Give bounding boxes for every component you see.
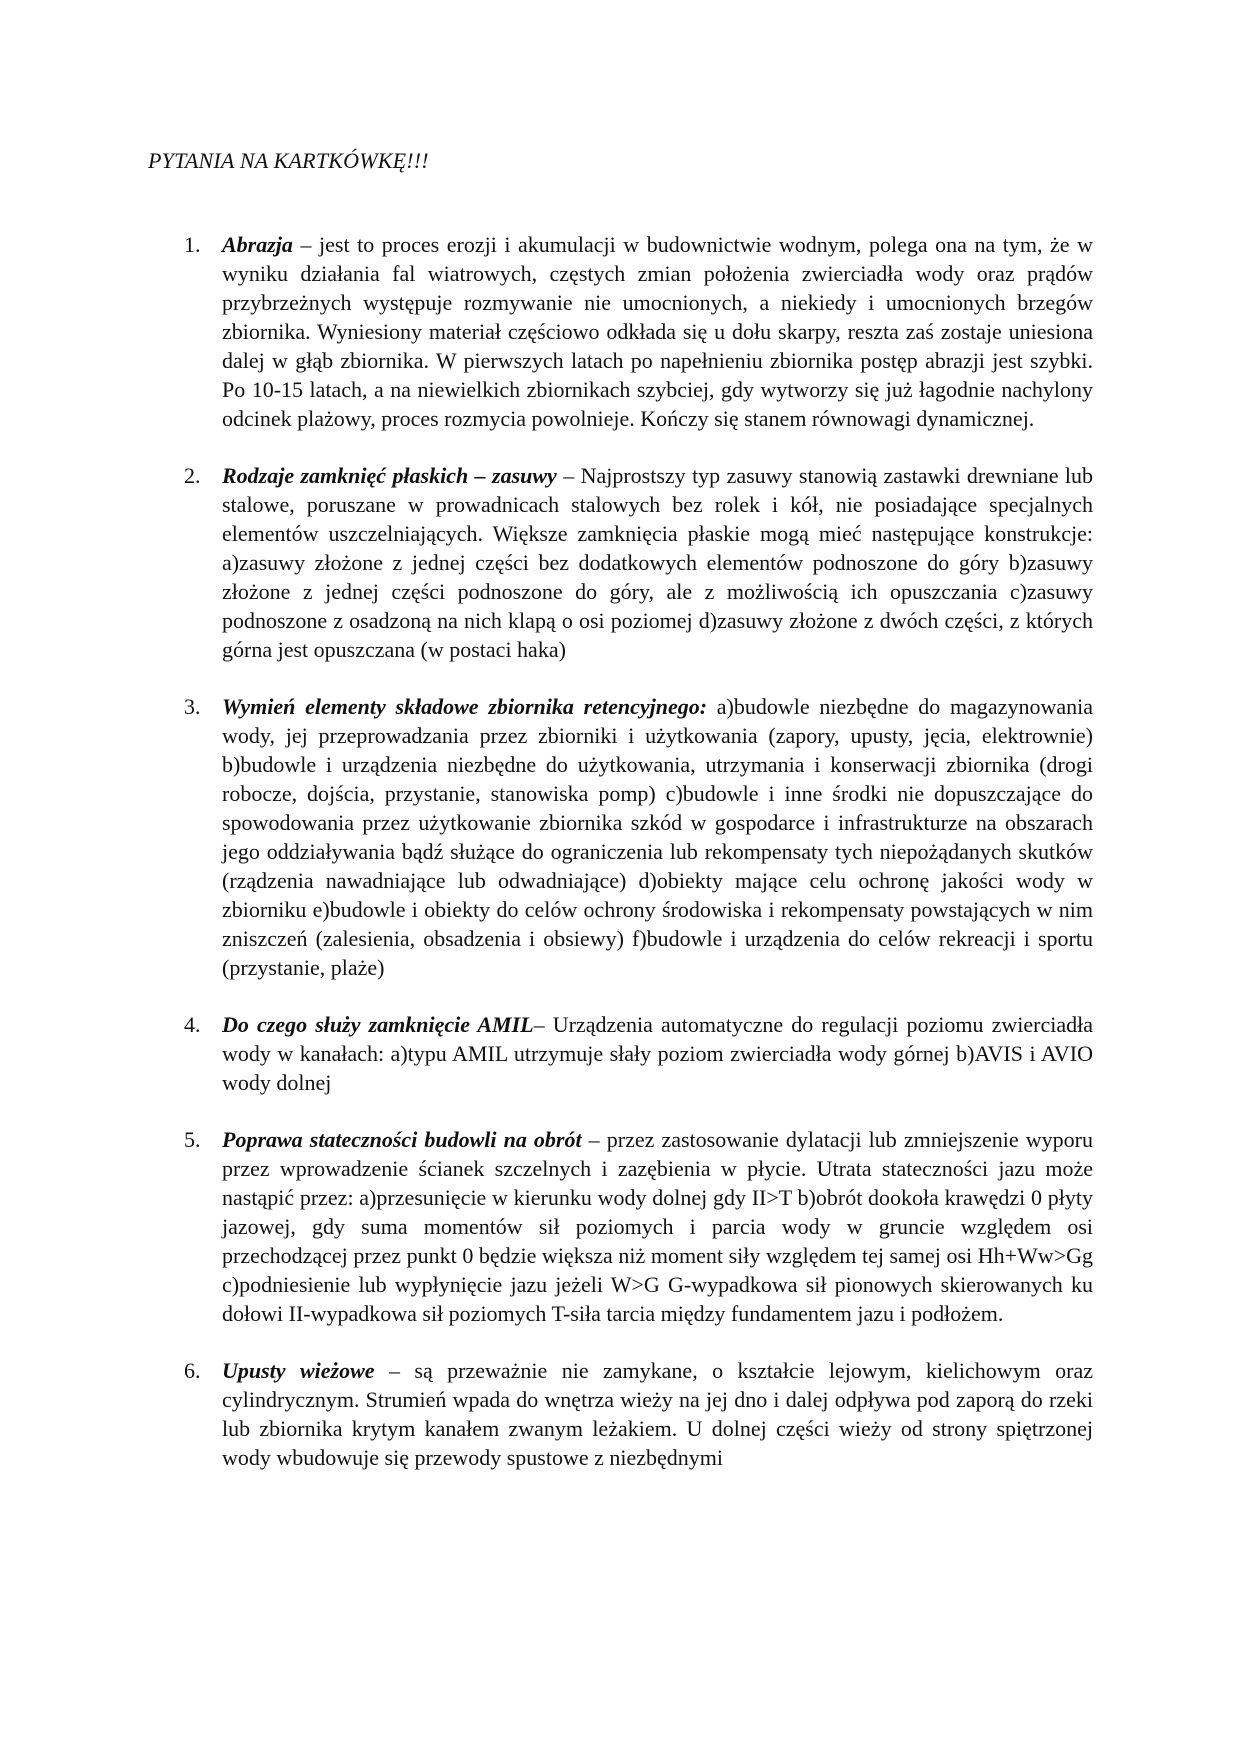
question-number: 3. [184, 694, 201, 719]
question-text [222, 1356, 1093, 1472]
page-title: PYTANIA NA KARTKÓWKĘ!!! [148, 148, 429, 173]
question-text [222, 692, 1093, 982]
question-term: Poprawa stateczności budowli na obrót [222, 1127, 582, 1152]
question-list [178, 230, 1093, 1500]
question-text [222, 1125, 1093, 1328]
question-term: Rodzaje zamknięć płaskich – zasuwy [222, 463, 557, 488]
question-body: – jest to proces erozji i akumulacji w budownictwie wodnym, polega ona na tym, że w wyniku działania fal wiatrowych, częstych zmian położenia zwierciadła wody oraz prądów przybrzeżnych występuje rozmywanie nie umocnionych, a niekiedy i umocnionych brzegów zbiornika. Wyniesiony materiał częściowo odkłada się u dołu skarpy, reszta zaś zostaje uniesiona dalej w głąb zbiornika. W pierwszych latach po napełnieniu zbiornika postęp abrazji jest szybki. Po 10-15 latach, a na niewielkich zbiornikach szybciej, gdy wytworzy się już łagodnie nachylony odcinek plażowy, proces rozmycia powolnieje. Kończy się stanem równowagi dynamicznej. [222, 232, 1093, 431]
question-term: Abrazja [222, 232, 293, 257]
question-text [222, 1010, 1093, 1097]
question-item [178, 230, 1093, 433]
question-text [222, 461, 1093, 664]
question-item [178, 1010, 1093, 1097]
question-body: – są przeważnie nie zamykane, o kształcie lejowym, kielichowym oraz cylindrycznym. Strumień wpada do wnętrza wieży na jej dno i dalej odpływa pod zaporą do rzeki lub zbiornika krytym kanałem zwanym leżakiem. U dolnej części wieży od strony spiętrzonej wody wbudowuje się przewody spustowe z niezbędnymi [222, 1358, 1093, 1470]
question-term: Wymień elementy składowe zbiornika retencyjnego: [222, 694, 708, 719]
question-item [178, 461, 1093, 664]
question-body: – przez zastosowanie dylatacji lub zmniejszenie wyporu przez wprowadzenie ścianek szczelnych i zazębienia w płycie. Utrata stateczności jazu może nastąpić przez: a)przesunięcie w kierunku wody dolnej gdy II>T b)obrót dookoła krawędzi 0 płyty jazowej, gdy suma momentów sił poziomych i parcia wody w gruncie względem osi przechodzącej przez punkt 0 będzie większa niż moment siły względem tej samej osi Hh+Ww>Gg c)podniesienie lub wypłynięcie jazu jeżeli W>G G-wypadkowa sił pionowych skierowanych ku dołowi II-wypadkowa sił poziomych T-siła tarcia między fundamentem jazu i podłożem. [222, 1127, 1093, 1326]
question-body: – Najprostszy typ zasuwy stanowią zastawki drewniane lub stalowe, poruszane w prowadnicach stalowych bez rolek i kół, nie posiadające specjalnych elementów uszczelniających. Większe zamknięcia płaskie mogą mieć następujące konstrukcje: a)zasuwy złożone z jednej części bez dodatkowych elementów podnoszone do góry b)zasuwy złożone z jednej części podnoszone do góry, ale z możliwością ich opuszczania c)zasuwy podnoszone z osadzoną na nich klapą o osi poziomej d)zasuwy złożone z dwóch części, z których górna jest opuszczana (w postaci haka) [222, 463, 1094, 662]
question-term: Upusty wieżowe [222, 1358, 375, 1383]
question-item [178, 692, 1093, 982]
question-item [178, 1125, 1093, 1328]
question-number: 1. [184, 232, 201, 257]
question-number: 5. [184, 1127, 201, 1152]
question-number: 6. [184, 1358, 201, 1383]
question-number: 2. [184, 463, 201, 488]
question-text [222, 230, 1093, 433]
question-term: Do czego służy zamknięcie AMIL [222, 1012, 534, 1037]
question-body: – Urządzenia automatyczne do regulacji poziomu zwierciadła wody w kanałach: a)typu AMIL utrzymuje słały poziom zwierciadła wody górnej b)AVIS i AVIO wody dolnej [222, 1012, 1094, 1095]
question-item [178, 1356, 1093, 1472]
question-body: a)budowle niezbędne do magazynowania wody, jej przeprowadzania przez zbiorniki i użytkowania (zapory, upusty, jęcia, elektrownie) b)budowle i urządzenia niezbędne do użytkowania, utrzymania i konserwacji zbiornika (drogi robocze, dojścia, przystanie, stanowiska pomp) c)budowle i inne środki nie dopuszczające do spowodowania przez użytkowanie zbiornika szkód w gospodarce i infrastrukturze na obszarach jego oddziaływania bądź służące do ograniczenia lub rekompensaty tych niepożądanych skutków (rządzenia nawadniające lub odwadniające) d)obiekty mające celu ochronę jakości wody w zbiorniku e)budowle i obiekty do celów ochrony środowiska i rekompensaty powstających w nim zniszczeń (zalesienia, obsadzenia i obsiewy) f)budowle i urządzenia do celów rekreacji i sportu (przystanie, plaże) [222, 694, 1093, 980]
question-number: 4. [184, 1012, 201, 1037]
